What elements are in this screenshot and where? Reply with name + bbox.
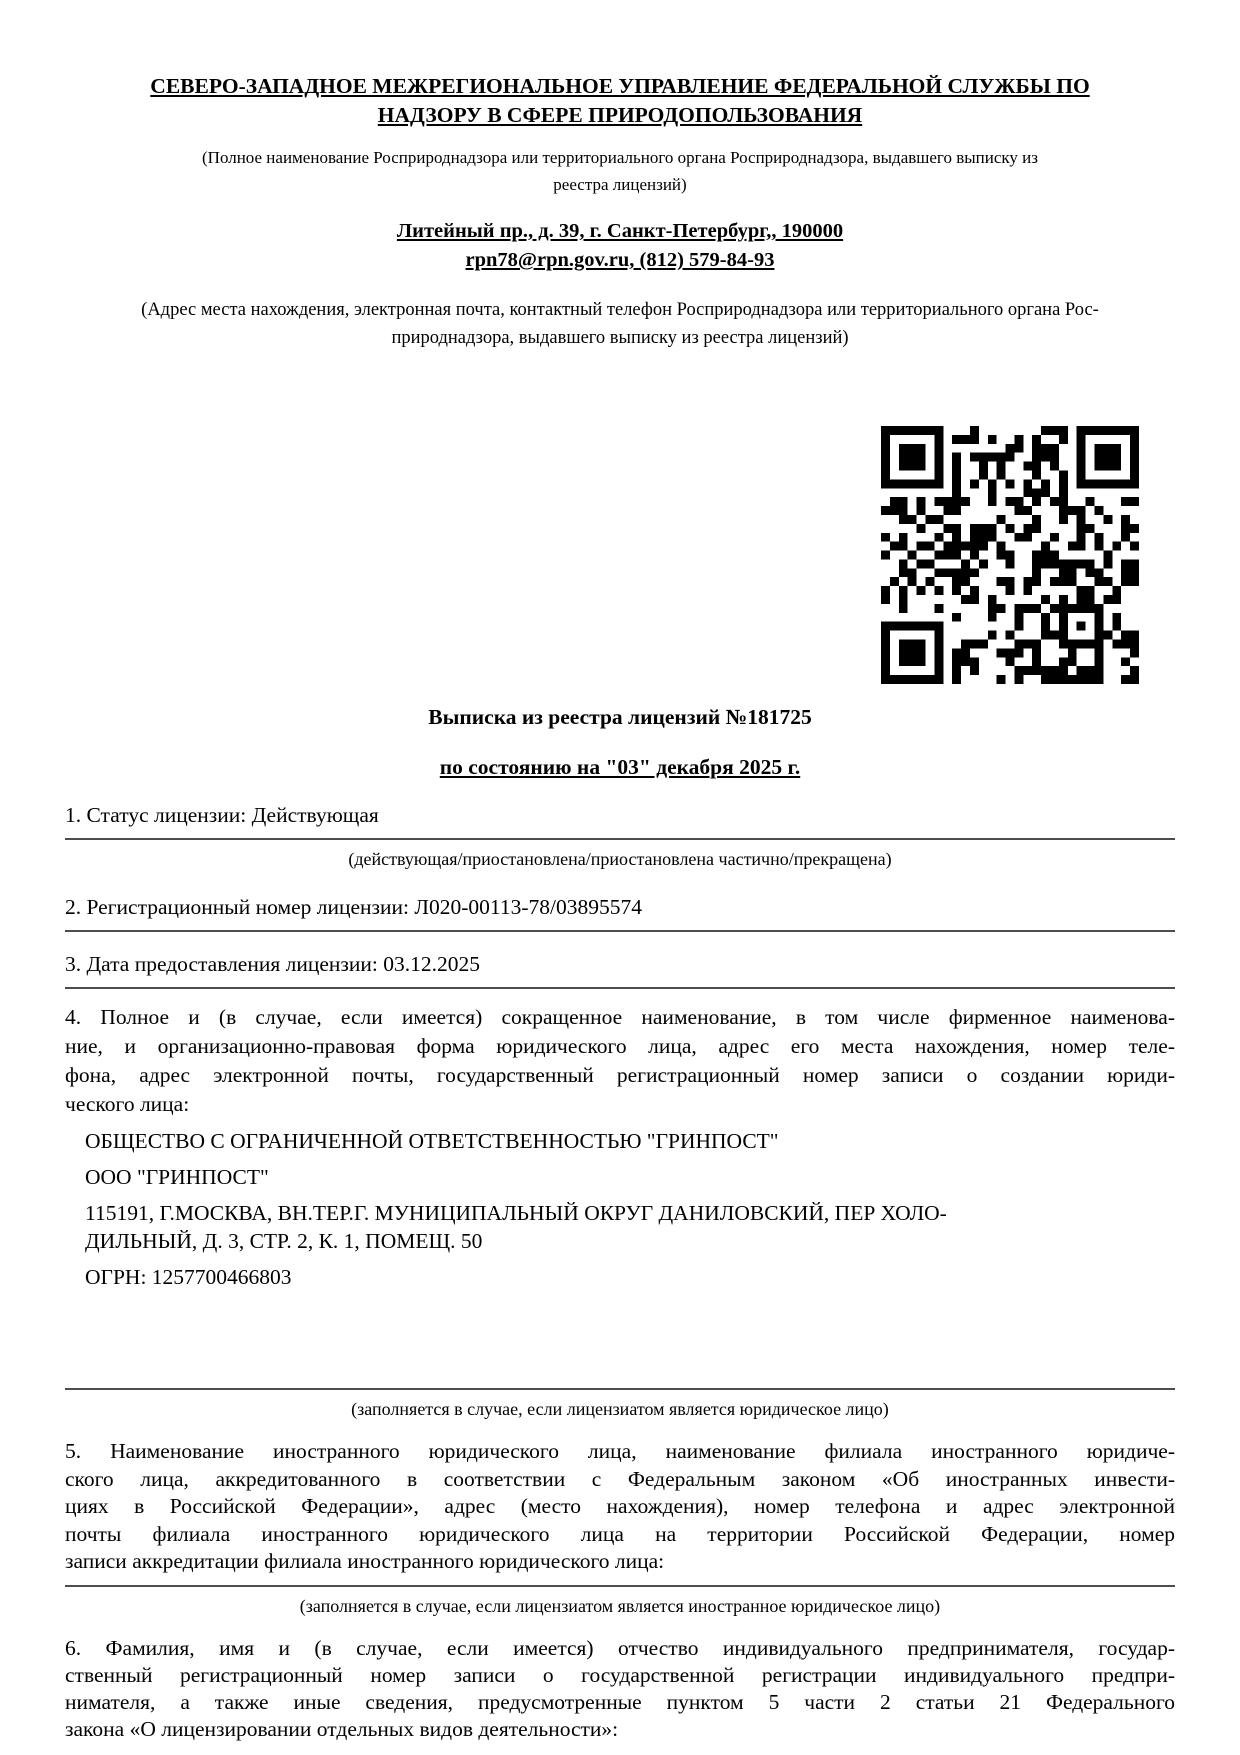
issuer-address — [65, 217, 1175, 275]
section-6-paragraph: 6. Фамилия, имя и (в случае, если имеется) отчество индивидуального предпринимателя, государ- ственный регистрационный номер записи о государственной регистрации индивидуального предпри- нимателя, а также иные сведения, предусмотренные пунктом 5 части 2 статьи 21 Федерального закона «О лицензировании отдельных видов деятельности»: — [65, 1635, 1175, 1741]
section-4-caption: (заполняется в случае, если лицензиатом является юридическое лицо) — [351, 1399, 889, 1419]
divider — [65, 1388, 1175, 1390]
section-5-caption: (заполняется в случае, если лицензиатом является иностранное юридическое лицо) — [299, 1595, 941, 1616]
divider — [65, 987, 1175, 989]
company-ogrn-value: 1257700466803 — [151, 1265, 292, 1289]
qr-code-icon — [881, 426, 1139, 684]
company-full-name: ОБЩЕСТВО С ОГРАНИЧЕННОЙ ОТВЕТСТВЕННОСТЬЮ "ГРИНПОСТ" — [85, 1129, 779, 1153]
company-ogrn-line — [85, 1263, 1175, 1291]
divider — [65, 1585, 1175, 1587]
issuer-address-line1: Литейный пр., д. 39, г. Санкт-Петербург,, 190000 — [396, 220, 844, 242]
registration-number-value: Л020-00113-78/03895574 — [414, 895, 642, 919]
document-title: Выписка из реестра лицензий №181725 — [428, 705, 812, 729]
section-4-paragraph: 4. Полное и (в случае, если имеется) сокращенное наименование, в том числе фирменное наименова- ние, и организационно-правовая форма юридического лица, адрес его места нахождения, номер теле- фона, адрес электронной почты, государственный регистрационный номер записи о создании юриди- ческого лица: — [65, 1005, 1175, 1116]
issuer-address-line2: rpn78@rpn.gov.ru, (812) 579-84-93 — [465, 249, 775, 271]
company-address: 115191, Г.МОСКВА, ВН.ТЕР.Г. МУНИЦИПАЛЬНЫЙ ОКРУГ ДАНИЛОВСКИЙ, ПЕР ХОЛО- ДИЛЬНЫЙ, Д. 3, СТР. 2, К. 1, ПОМЕЩ. 50 — [85, 1201, 947, 1253]
issuer-address-caption: (Адрес места нахождения, электронная почта, контактный телефон Росприроднадзора или территориального органа Рос- природнадзора, выдавшего выписку из реестра лицензий) — [141, 300, 1099, 348]
empty-space — [65, 1291, 1175, 1379]
licensee-company-block — [65, 1127, 1175, 1291]
qr-row — [65, 352, 1175, 685]
license-status-label: 1. Статус лицензии: — [65, 803, 247, 827]
license-status-line — [65, 801, 1175, 829]
grant-date-line — [65, 950, 1175, 978]
issuer-name-caption: (Полное наименование Росприроднадзора или территориального органа Росприроднадзора, выдавшего выписку из реестра лицензий) — [202, 148, 1038, 194]
section-5-paragraph: 5. Наименование иностранного юридического лица, наименование филиала иностранного юридиче- ского лица, аккредитованного в соответствии с Федеральным законом «Об иностранных инвести- циях в Российской Федерации», адрес (место нахождения), номер телефона и адрес электронной почты филиала иностранного юридического лица на территории Российской Федерации, номер записи аккредитации филиала иностранного юридического лица: — [65, 1439, 1175, 1573]
company-ogrn-label: ОГРН: — [85, 1265, 147, 1289]
license-status-caption: (действующая/приостановлена/приостановлена частично/прекращена) — [348, 849, 892, 869]
document-date-line: по состоянию на "03" декабря 2025 г. — [439, 755, 801, 779]
registration-number-label: 2. Регистрационный номер лицензии: — [65, 895, 410, 919]
registration-number-line — [65, 893, 1175, 921]
grant-date-value: 03.12.2025 — [383, 952, 481, 976]
issuer-name: СЕВЕРО-ЗАПАДНОЕ МЕЖРЕГИОНАЛЬНОЕ УПРАВЛЕНИЕ ФЕДЕРАЛЬНОЙ СЛУЖБЫ ПО НАДЗОРУ В СФЕРЕ ПРИРОДОПОЛЬЗОВАНИЯ — [150, 74, 1090, 127]
company-short-name: ООО "ГРИНПОСТ" — [85, 1165, 269, 1189]
license-status-value: Действующая — [251, 803, 379, 827]
grant-date-label: 3. Дата предоставления лицензии: — [65, 952, 378, 976]
divider — [65, 838, 1175, 840]
divider — [65, 930, 1175, 932]
